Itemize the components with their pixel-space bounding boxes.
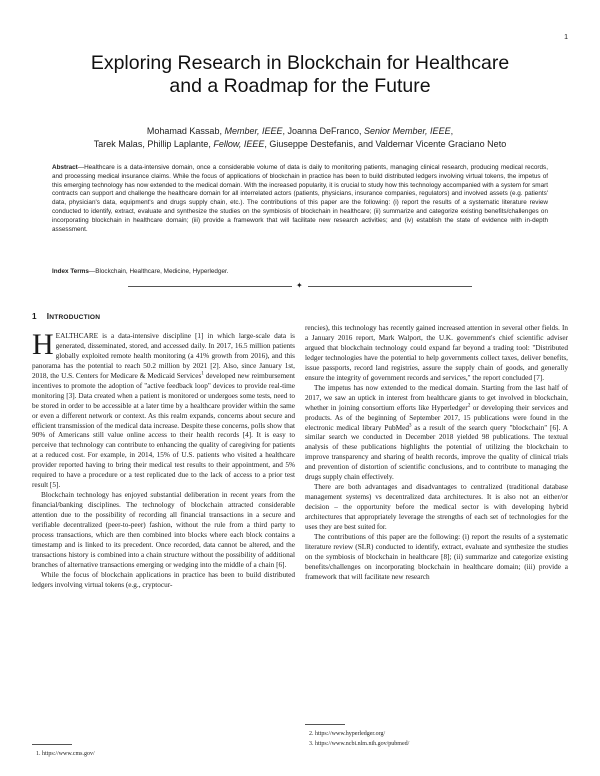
abstract — [52, 164, 548, 234]
author-line-1: Mohamad Kassab, Member, IEEE, Joanna DeFranco, Senior Member, IEEE, — [146, 126, 454, 136]
intro-paragraph-1 — [32, 327, 295, 491]
index-terms-text: —Blockchain, Healthcare, Medicine, Hyperledger. — [88, 268, 229, 275]
author-list — [40, 125, 560, 151]
drop-cap-rest: EALTHCARE — [55, 331, 99, 340]
right-paragraph-4: The contributions of this paper are the following: (i) report the results of a systematic literature review (SLR) conducted to identify, extract, evaluate and synthesize the studies on the symbiosis of blockchain in healthcare [8]; (ii) summarize and categorize existing benefits/challenges on incorporating blockchain in healthcare domain; (iii) provide a framework that will facilitate new research — [305, 533, 568, 581]
right-paragraph-1: rencies), this technology has recently gained increased attention in several other fields. In a January 2016 report, Mark Walport, the U.K. government's chief scientific adviser argued that blockchain technology could expand far beyond a trading tool: "Distributed ledger technologies have the potential to help governments collect taxes, deliver benefits, issue passports, record land registries, assure the supply chain of goods, and generally ensure the integrity of government records and services," the report concluded [7]. — [305, 324, 568, 382]
paper-title — [40, 52, 560, 98]
title-line-1: Exploring Research in Blockchain for Healthcare — [90, 52, 510, 74]
author-3: Tarek Malas, Phillip Laplante, — [93, 139, 214, 149]
author-1-role: Member, IEEE — [224, 126, 283, 136]
drop-cap: H — [32, 327, 54, 361]
section-heading — [32, 312, 295, 323]
separator-right-rule — [308, 286, 472, 287]
intro-paragraph-1-tail: developed new reimbursement incentives to promote the adoption of "active feedback loop" devices to provide real-time monitoring [3]. Data created when a patient is monitored or undergoes some tests, need to be stored in order to be accessible at a later time by a healthcare provider within the same or even a different network or context. As this realm expands, concerns about secure and efficient transmission of the medical data increase. Despite these concerns, polls show that 90% of Americans still value online access to their health records [4]. It is easy to perceive that technology can contribute to enhancing the quality of caregiving for patients at a reduced cost. For example, in 2014, 15% of U.S. patients who visited a healthcare provider reported having to bring their medical test results to their appointment, and 5% required to have a procedure or a test replicated due to the lack of access to a prior test result [5]. — [32, 371, 295, 490]
intro-paragraph-2: Blockchain technology has enjoyed substantial deliberation in recent years from the financial/banking disciplines. The technology of blockchain attracted considerable attention due to the possibility of recording all financial transactions in a secure and verifiable decentralized (peer-to-peer) fashion, without the rule from a third party to process transactions, which are then combined into blocks where each block contains a timestamp and is linked to its precedent. Once recorded, data cannot be altered, and the transactions history is combined into a chain structure without the possibility of additional branches of alternative transactions emerging or wedging into the middle of a chain [6]. — [32, 491, 295, 569]
section-title-first: I — [46, 312, 50, 321]
left-column — [32, 312, 295, 591]
author-4: , Giuseppe Destefanis, and Valdemar Vicente Graciano Neto — [264, 139, 507, 149]
abstract-label: Abstract — [52, 164, 78, 171]
separator-diamond-icon: ✦ — [296, 281, 303, 290]
intro-paragraph-3: While the focus of blockchain applications in practice has been to build distributed ledgers involving virtual tokens (e.g., cryptocur- — [32, 570, 295, 589]
footnote-rule-left — [32, 744, 72, 745]
author-1: Mohamad Kassab, — [146, 126, 225, 136]
page-number: 1 — [564, 34, 568, 41]
title-line-2: and a Roadmap for the Future — [169, 75, 431, 97]
footnote-ref-2: 2 — [467, 403, 471, 409]
footnote-ref-1: 1 — [201, 371, 204, 377]
right-paragraph-2c: as a result of the search query "blockchain" [6]. A similar search we conducted in December 2018 yielded 98 publications. The textual analysis of these publications highlights the potential of utilizing the blockchain to improve transparency and sharing of health records, improve the quality of clinical trials and prevention of distortion of scientific conclusions, and to contribute to managing the drugs supply chain effectively. — [305, 423, 568, 482]
separator-left-rule — [128, 286, 292, 287]
right-paragraph-3: There are both advantages and disadvantages to centralized (traditional database management systems) vs decentralized data architectures. It is also not an either/or decision – the opportunity before the medical sector is with developing hybrid architectures that appropriately leverage the strengths of each set of technologies for the uses they are best suited for. — [305, 483, 568, 532]
footnote-3: 3. https://www.ncbi.nlm.nih.gov/pubmed/ — [309, 741, 410, 747]
section-title-rest: NTRODUCTION — [49, 314, 101, 321]
right-column — [305, 324, 568, 583]
author-3-role: Fellow, IEEE — [213, 139, 265, 149]
section-number: 1 — [32, 312, 37, 321]
right-paragraph-2a: The impetus has now extended to the medical domain. Starting from the last half of 2017, we saw an uptick in interest from healthcare giants to get involved in blockchain, whether in joining consortium efforts like Hyperledger — [305, 383, 568, 412]
footnote-ref-3: 3 — [408, 423, 412, 429]
right-paragraph-2 — [305, 384, 568, 484]
abstract-text: —Healthcare is a data-intensive domain, once a considerable volume of data is daily to monitoring patients, managing clinical research, producing medical records, and processing medical insurance claims. While the focus of applications of blockchain in practice has been to build distributed ledgers involving virtual tokens, the impetus of this emerging technology has now extended to the medical domain. With the increased popularity, it is crucial to study how this technology accompanied with a system for smart contracts can support and challenge the healthcare domain for all interrelated actors (patients, physicians, insurance companies, regulators) and involved assets (e.g. patients' data, physician's data, equipment's and drugs supply chain, etc.). The contributions of this paper are the following: (i) report the results of a systematic literature review conducted to identify, extract, evaluate and synthesize the studies on the symbiosis of blockchain in healthcare; (ii) summarize and categorize existing benefits/challenges on incorporating blockchain in healthcare domain; (iii) provide a framework that will facilitate new research activities; and (iv) establish the state of evidence with in-depth assessment. — [52, 164, 548, 233]
footnote-1: 1. https://www.cms.gov/ — [36, 751, 95, 757]
footnote-rule-right — [305, 724, 345, 725]
index-terms-label: Index Terms — [52, 268, 89, 275]
intro-paragraph-1-text: is a data-intensive discipline [1] in which large-scale data is generated, disseminated, stored, and accessed daily. In 2017, 16.5 million patients globally exploited remote health monitoring (a 41% growth from 2016), and this panorama has the potential to reach 50.2 million by 2021 [2]. Also, since January 1st, 2018, the U.S. Centers for Medicare & Medicaid Services — [32, 331, 295, 380]
author-2: , Joanna DeFranco, — [282, 126, 365, 136]
author-line-2 — [40, 138, 560, 151]
author-2-role: Senior Member, IEEE — [364, 126, 451, 136]
right-paragraph-2b: or developing their services and products. As of the beginning of September 2017, 15 publications were found in the electronic medical library PubMed — [305, 403, 568, 432]
footnote-2: 2. https://www.hyperledger.org/ — [309, 731, 386, 737]
index-terms — [52, 268, 548, 275]
